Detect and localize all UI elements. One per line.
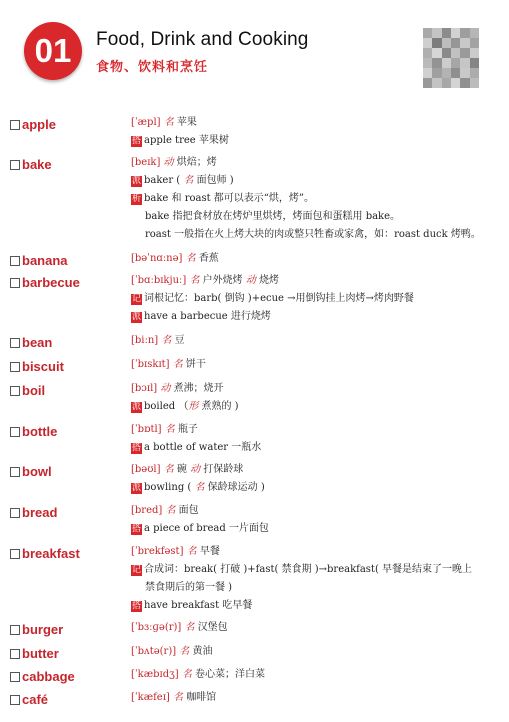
vocab-word-text: barbecue <box>22 275 80 290</box>
vocab-definitions <box>131 116 229 152</box>
vocab-word-text: biscuit <box>22 359 64 374</box>
definition-text: 卷心菜；洋白菜 <box>195 669 266 680</box>
pronunciation: [ˈbrekfəst] <box>131 546 184 557</box>
pronunciation: [ˈbɑːbɪkjuː] <box>131 275 187 286</box>
definition-line <box>131 274 414 292</box>
qr-code-cell <box>442 78 451 88</box>
qr-code-cell <box>451 68 460 78</box>
definition-line <box>131 192 481 210</box>
vocab-definitions <box>131 621 228 639</box>
vocab-definitions <box>131 274 414 328</box>
vocab-definitions <box>131 156 481 246</box>
part-of-speech: 名 <box>158 335 175 346</box>
part-of-speech: 名 <box>160 464 177 475</box>
qr-code-cell <box>470 68 479 78</box>
qr-code-cell <box>432 58 441 68</box>
definition-line <box>131 174 481 192</box>
pronunciation: [ˈbɪskɪt] <box>131 359 170 370</box>
definition-text: baker ( <box>144 175 184 186</box>
qr-code-cell <box>432 28 441 38</box>
chapter-title: Food, Drink and Cooking <box>96 29 309 50</box>
vocab-word-text: bottle <box>22 424 58 439</box>
part-of-speech: 形 <box>188 401 199 412</box>
pronunciation: [ˈbɒtl] <box>131 424 162 435</box>
vocab-checkbox[interactable] <box>10 256 20 266</box>
definition-text: 煮熟的 ) <box>198 401 239 412</box>
pronunciation: [ˈbɜːɡə(r)] <box>131 622 182 633</box>
vocab-checkbox[interactable] <box>10 549 20 559</box>
vocab-word <box>10 383 45 398</box>
definition-line <box>131 210 481 228</box>
definition-line <box>131 504 269 522</box>
pronunciation: [ˈæpl] <box>131 117 161 128</box>
vocab-word-text: butter <box>22 646 59 661</box>
qr-code-cell <box>460 38 469 48</box>
vocab-word <box>10 253 68 268</box>
vocab-word <box>10 692 48 707</box>
definition-line <box>131 358 206 376</box>
vocab-definitions <box>131 423 261 459</box>
definition-text: have breakfast 吃早餐 <box>144 600 253 611</box>
vocab-checkbox[interactable] <box>10 625 20 635</box>
definition-text: 香蕉 <box>198 253 219 264</box>
vocab-checkbox[interactable] <box>10 427 20 437</box>
vocab-word <box>10 669 75 684</box>
qr-code-cell <box>423 58 432 68</box>
definition-text: 咖啡馆 <box>186 692 217 703</box>
definition-line <box>131 691 216 709</box>
vocab-word <box>10 505 57 520</box>
qr-code-cell <box>470 58 479 68</box>
category-tag: 析 <box>131 194 141 204</box>
definition-text: 瓶子 <box>177 424 198 435</box>
vocab-word <box>10 622 63 637</box>
part-of-speech: 名 <box>160 117 177 128</box>
vocab-definitions <box>131 645 212 663</box>
vocab-checkbox[interactable] <box>10 386 20 396</box>
definition-line <box>131 252 219 270</box>
qr-code-cell <box>442 28 451 38</box>
definition-text: 煮沸；烧开 <box>173 383 224 394</box>
qr-code-cell <box>460 28 469 38</box>
definition-text: 烧烤 <box>259 275 280 286</box>
vocab-definitions <box>131 545 472 617</box>
definition-text: 打保龄球 <box>203 464 244 475</box>
definition-text: 禁食期后的第一餐 ) <box>145 582 233 593</box>
definition-text: roast 一般指在火上烤大块的肉或整只牲畜或家禽，如：roast duck 烤鸭。 <box>145 229 481 240</box>
qr-code-cell <box>451 78 460 88</box>
qr-code-cell <box>432 48 441 58</box>
part-of-speech: 名 <box>161 424 178 435</box>
part-of-speech: 动 <box>190 464 204 475</box>
qr-code-cell <box>460 78 469 88</box>
definition-line <box>131 116 229 134</box>
qr-code-cell <box>423 28 432 38</box>
vocab-definitions <box>131 691 216 709</box>
definition-text: bake 和 roast 都可以表示“烘，烤”。 <box>144 193 315 204</box>
pronunciation: [ˈbʌtə(r)] <box>131 646 177 657</box>
vocab-word <box>10 464 52 479</box>
definition-line <box>131 599 472 617</box>
definition-line <box>131 563 472 581</box>
definition-line <box>131 310 414 328</box>
vocab-word <box>10 646 59 661</box>
pronunciation: [ˈkæbɪdʒ] <box>131 669 179 680</box>
qr-code-cell <box>451 48 460 58</box>
qr-code-cell <box>442 68 451 78</box>
vocab-word-text: burger <box>22 622 64 637</box>
qr-code-cell <box>423 38 432 48</box>
vocab-checkbox[interactable] <box>10 467 20 477</box>
qr-code-cell <box>432 78 441 88</box>
qr-code-cell <box>423 48 432 58</box>
vocab-checkbox[interactable] <box>10 508 20 518</box>
vocab-definitions <box>131 358 206 376</box>
category-tag: 派 <box>131 176 141 186</box>
vocab-checkbox[interactable] <box>10 362 20 372</box>
qr-code-cell <box>460 48 469 58</box>
vocab-definitions <box>131 668 265 686</box>
category-tag: 记 <box>131 294 141 304</box>
category-tag: 搭 <box>131 443 141 453</box>
definition-line <box>131 522 269 540</box>
category-tag: 派 <box>131 312 141 322</box>
part-of-speech: 名 <box>169 692 187 703</box>
vocab-definitions <box>131 382 239 418</box>
definition-text: 词根记忆：barb( 倒钩 )+ecue →用倒钩挂上肉烤→烤肉野餐 <box>144 293 414 304</box>
qr-code-cell <box>423 68 432 78</box>
category-tag: 搭 <box>131 136 141 146</box>
definition-text: 黄油 <box>192 646 213 657</box>
qr-code-cell <box>460 58 469 68</box>
vocab-word <box>10 359 64 374</box>
qr-code-cell <box>451 28 460 38</box>
pronunciation: [beɪk] <box>131 157 161 168</box>
definition-line <box>131 400 239 418</box>
qr-code-cell <box>470 28 479 38</box>
definition-text: 饼干 <box>185 359 206 370</box>
vocab-word <box>10 335 52 350</box>
qr-code-cell <box>432 38 441 48</box>
qr-code-cell <box>442 48 451 58</box>
part-of-speech: 名 <box>194 482 205 493</box>
part-of-speech: 动 <box>160 157 177 168</box>
vocab-checkbox[interactable] <box>10 649 20 659</box>
part-of-speech: 名 <box>176 646 193 657</box>
definition-text: 碗 <box>176 464 191 475</box>
vocab-definitions <box>131 504 269 540</box>
category-tag: 记 <box>131 565 141 575</box>
definition-text: apple tree 苹果树 <box>144 135 229 146</box>
qr-code-cell <box>442 58 451 68</box>
definition-text: 汉堡包 <box>197 622 228 633</box>
pronunciation: [bəˈnɑːnə] <box>131 253 183 264</box>
vocab-word-text: café <box>22 692 49 707</box>
definition-line <box>131 581 472 599</box>
vocab-word-text: bake <box>22 157 52 172</box>
vocab-word-text: boil <box>22 383 46 398</box>
definition-line <box>131 645 212 663</box>
part-of-speech: 名 <box>181 622 198 633</box>
definition-text: 保龄球运动 ) <box>204 482 265 493</box>
qr-code-cell <box>423 78 432 88</box>
part-of-speech: 名 <box>169 359 186 370</box>
qr-code-cell <box>470 78 479 88</box>
vocab-word <box>10 157 52 172</box>
qr-code-image <box>423 28 479 88</box>
definition-text: boiled （ <box>144 401 189 412</box>
definition-text: 豆 <box>174 335 185 346</box>
category-tag: 搭 <box>131 524 141 534</box>
vocab-word <box>10 546 80 561</box>
definition-line <box>131 441 261 459</box>
definition-text: 户外烧烤 <box>202 275 246 286</box>
part-of-speech: 动 <box>245 275 260 286</box>
category-tag: 派 <box>131 483 141 493</box>
definition-line <box>131 228 481 246</box>
vocab-checkbox[interactable] <box>10 160 20 170</box>
chapter-subtitle: 食物、饮料和烹饪 <box>96 59 209 74</box>
vocab-checkbox[interactable] <box>10 695 20 705</box>
vocab-word-text: cabbage <box>22 669 75 684</box>
definition-text: 烘焙；烤 <box>176 157 217 168</box>
pronunciation: [bɔɪl] <box>131 383 158 394</box>
qr-code-cell <box>470 48 479 58</box>
category-tag: 派 <box>131 402 141 412</box>
qr-code-cell <box>451 38 460 48</box>
vocab-word-text: breakfast <box>22 546 80 561</box>
qr-code-cell <box>432 68 441 78</box>
definition-text: 面包 <box>178 505 199 516</box>
vocab-checkbox[interactable] <box>10 278 20 288</box>
pronunciation: [ˈkæfeɪ] <box>131 692 170 703</box>
vocab-word-text: bread <box>22 505 58 520</box>
definition-text: 早餐 <box>199 546 220 557</box>
definition-line <box>131 156 481 174</box>
part-of-speech: 名 <box>178 669 196 680</box>
definition-line <box>131 423 261 441</box>
chapter-number-badge: 01 <box>24 22 82 80</box>
definition-text: bowling ( <box>144 482 195 493</box>
vocab-word-text: banana <box>22 253 68 268</box>
definition-text: bake 指把食材放在烤炉里烘烤，烤面包和蛋糕用 bake。 <box>145 211 401 222</box>
vocab-word <box>10 117 56 132</box>
definition-line <box>131 292 414 310</box>
part-of-speech: 名 <box>183 175 194 186</box>
vocab-word-text: bowl <box>22 464 52 479</box>
definition-text: have a barbecue 进行烧烤 <box>144 311 271 322</box>
vocab-definitions <box>131 252 219 270</box>
part-of-speech: 动 <box>157 383 174 394</box>
part-of-speech: 名 <box>182 253 199 264</box>
vocab-checkbox[interactable] <box>10 120 20 130</box>
definition-text: a piece of bread 一片面包 <box>144 523 269 534</box>
definition-text: 面包师 ) <box>193 175 234 186</box>
qr-code-cell <box>470 38 479 48</box>
qr-code-cell <box>442 38 451 48</box>
pronunciation: [biːn] <box>131 335 159 346</box>
vocab-word-text: bean <box>22 335 53 350</box>
pronunciation: [bred] <box>131 505 163 516</box>
definition-line <box>131 382 239 400</box>
vocab-checkbox[interactable] <box>10 338 20 348</box>
part-of-speech: 名 <box>183 546 200 557</box>
vocab-definitions <box>131 463 265 499</box>
definition-line <box>131 134 229 152</box>
definition-text: 苹果 <box>176 117 197 128</box>
vocab-word-text: apple <box>22 117 56 132</box>
qr-code-cell <box>451 58 460 68</box>
pronunciation: [bəʊl] <box>131 464 161 475</box>
part-of-speech: 名 <box>162 505 179 516</box>
definition-text: 合成词：break( 打破 )+fast( 禁食期 )→breakfast( 早餐是结束了一晚上 <box>144 564 473 575</box>
vocab-word <box>10 275 80 290</box>
definition-line <box>131 621 228 639</box>
definition-line <box>131 334 185 352</box>
definition-line <box>131 481 265 499</box>
definition-line <box>131 668 265 686</box>
vocab-checkbox[interactable] <box>10 672 20 682</box>
qr-code-cell <box>460 68 469 78</box>
vocab-definitions <box>131 334 185 352</box>
definition-line <box>131 463 265 481</box>
part-of-speech: 名 <box>186 275 203 286</box>
vocab-word <box>10 424 57 439</box>
category-tag: 搭 <box>131 601 141 611</box>
definition-text: a bottle of water 一瓶水 <box>144 442 262 453</box>
definition-line <box>131 545 472 563</box>
